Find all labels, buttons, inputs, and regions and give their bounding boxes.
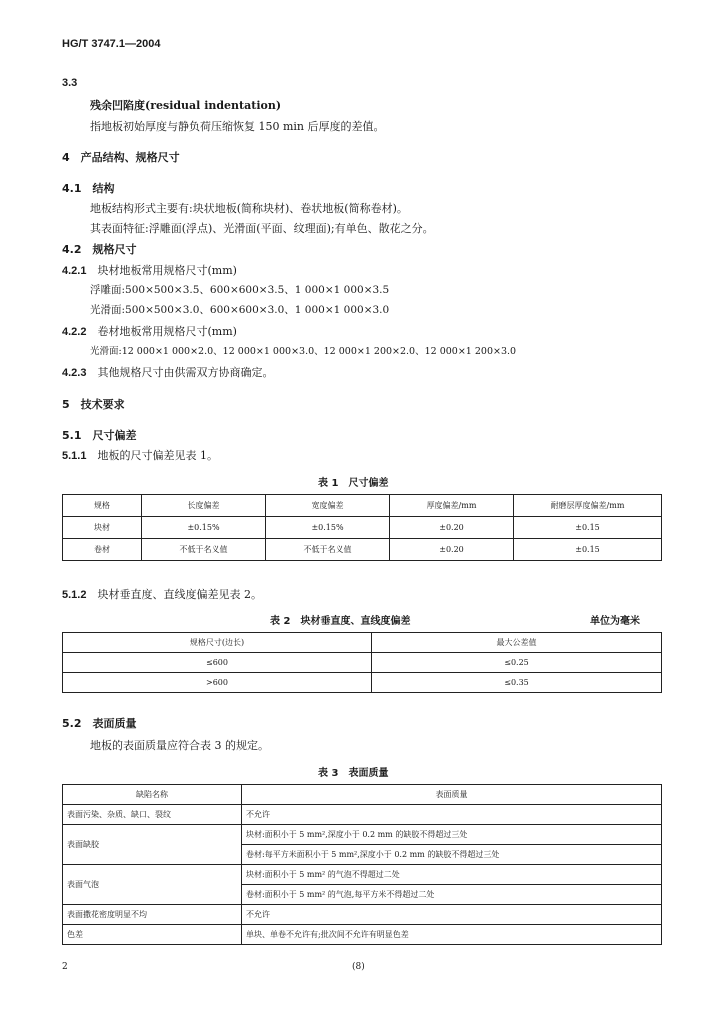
table-cell: 不允许 xyxy=(242,805,662,825)
section-title: 尺寸偏差 xyxy=(92,429,137,442)
section-title: 产品结构、规格尺寸 xyxy=(80,151,180,164)
table-cell: ±0.15% xyxy=(142,517,266,539)
section-number: 4.2.1 xyxy=(62,265,87,277)
table-header-cell: 宽度偏差 xyxy=(266,495,390,517)
table-2-caption: 表 2 块材垂直度、直线度偏差 xyxy=(270,616,411,627)
section-5-1-heading xyxy=(62,427,137,443)
table-row xyxy=(63,905,662,925)
table-cell: 块材:面积小于 5 mm²,深度小于 0.2 mm 的缺胶不得超过三处 xyxy=(242,825,662,845)
section-number: 3.3 xyxy=(62,77,78,89)
table-cell: 卷材 xyxy=(63,539,142,561)
table-cell: 表面污染、杂质、缺口、裂纹 xyxy=(63,805,242,825)
table-cell: ≤600 xyxy=(63,653,372,673)
standard-number: HG/T 3747.1—2004 xyxy=(62,38,161,50)
section-number: 5.2 xyxy=(62,717,82,730)
table-cell: ≤0.25 xyxy=(372,653,662,673)
section-number: 4.2.2 xyxy=(62,326,87,338)
section-5-2-heading xyxy=(62,715,137,731)
table-header-cell: 规格尺寸(边长) xyxy=(63,633,372,653)
section-title: 结构 xyxy=(92,182,115,195)
table-cell: 块材:面积小于 5 mm² 的气泡不得超过二处 xyxy=(242,865,662,885)
section-title: 表面质量 xyxy=(92,717,137,730)
section-4-2-2-heading xyxy=(62,323,237,339)
table-header-row xyxy=(63,785,662,805)
term-definition: 指地板初始厚度与静负荷压缩恢复 150 min 后厚度的差值。 xyxy=(90,120,385,133)
table-header-cell: 缺陷名称 xyxy=(63,785,242,805)
table-cell: ±0.15 xyxy=(514,539,662,561)
table-row xyxy=(63,673,662,693)
table-row xyxy=(63,865,662,885)
table-row xyxy=(63,653,662,673)
table-cell: >600 xyxy=(63,673,372,693)
table-cell: ≤0.35 xyxy=(372,673,662,693)
section-title: 技术要求 xyxy=(80,398,125,411)
table-cell: 卷材:每平方米面积小于 5 mm²,深度小于 0.2 mm 的缺胶不得超过三处 xyxy=(242,845,662,865)
table-header-cell: 耐磨层厚度偏差/mm xyxy=(514,495,662,517)
table-row xyxy=(63,805,662,825)
table-cell: ±0.20 xyxy=(390,539,514,561)
table-cell: 单块、单卷不允许有;批次间不允许有明显色差 xyxy=(242,925,662,945)
section-title: 卷材地板常用规格尺寸(mm) xyxy=(97,325,237,338)
table-cell: 色差 xyxy=(63,925,242,945)
section-title: 块材地板常用规格尺寸(mm) xyxy=(97,264,237,277)
table-cell: ±0.20 xyxy=(390,517,514,539)
table-row xyxy=(63,925,662,945)
table-cell: 不低于名义值 xyxy=(142,539,266,561)
section-5-1-2 xyxy=(62,586,262,602)
table-header-cell: 厚度偏差/mm xyxy=(390,495,514,517)
table-2 xyxy=(62,632,662,693)
section-title: 规格尺寸 xyxy=(92,243,137,256)
table-1-caption: 表 1 尺寸偏差 xyxy=(318,478,389,489)
spec-line: 浮雕面:500×500×3.5、600×600×3.5、1 000×1 000×3.5 xyxy=(90,284,390,296)
page-center-number: (8) xyxy=(352,962,365,972)
section-4-2-1-heading xyxy=(62,262,237,278)
section-number: 4.2.3 xyxy=(62,367,87,379)
paragraph: 地板结构形式主要有:块状地板(简称块材)、卷状地板(简称卷材)。 xyxy=(90,202,408,215)
section-text: 地板的尺寸偏差见表 1。 xyxy=(97,449,218,462)
paragraph: 其表面特征:浮雕面(浮点)、光滑面(平面、纹理面);有单色、散花之分。 xyxy=(90,222,434,235)
page-number: 2 xyxy=(62,962,68,972)
section-5-heading xyxy=(62,396,125,412)
section-number: 4.1 xyxy=(62,182,82,195)
table-3 xyxy=(62,784,662,945)
table-cell: 块材 xyxy=(63,517,142,539)
table-row xyxy=(63,825,662,845)
table-cell: 表面气泡 xyxy=(63,865,242,905)
table-header-row xyxy=(63,495,662,517)
section-4-1-heading xyxy=(62,180,115,196)
table-1 xyxy=(62,494,662,561)
spec-line: 光滑面:12 000×1 000×2.0、12 000×1 000×3.0、12 000×1 200×2.0、12 000×1 200×3.0 xyxy=(90,346,517,357)
section-text: 其他规格尺寸由供需双方协商确定。 xyxy=(97,366,274,379)
section-number: 4 xyxy=(62,151,70,164)
section-number: 5.1.2 xyxy=(62,589,87,601)
table-header-cell: 最大公差值 xyxy=(372,633,662,653)
table-cell: 表面撒花密度明显不均 xyxy=(63,905,242,925)
section-4-heading xyxy=(62,149,180,165)
section-number: 5 xyxy=(62,398,70,411)
table-cell: ±0.15% xyxy=(266,517,390,539)
table-header-cell: 表面质量 xyxy=(242,785,662,805)
section-5-1-1 xyxy=(62,447,218,463)
table-row xyxy=(63,517,662,539)
table-cell: 卷材:面积小于 5 mm² 的气泡,每平方米不得超过二处 xyxy=(242,885,662,905)
term-title: 残余凹陷度(residual indentation) xyxy=(90,99,282,112)
table-2-unit: 单位为毫米 xyxy=(590,616,640,627)
paragraph: 地板的表面质量应符合表 3 的规定。 xyxy=(90,739,269,752)
table-header-cell: 长度偏差 xyxy=(142,495,266,517)
table-3-caption: 表 3 表面质量 xyxy=(318,768,389,779)
table-cell: ±0.15 xyxy=(514,517,662,539)
section-text: 块材垂直度、直线度偏差见表 2。 xyxy=(97,588,262,601)
table-header-cell: 规格 xyxy=(63,495,142,517)
section-number: 4.2 xyxy=(62,243,82,256)
table-cell: 表面缺胶 xyxy=(63,825,242,865)
table-header-row xyxy=(63,633,662,653)
section-number: 5.1.1 xyxy=(62,450,87,462)
table-row xyxy=(63,539,662,561)
section-4-2-3 xyxy=(62,364,273,380)
table-cell: 不低于名义值 xyxy=(266,539,390,561)
section-number: 5.1 xyxy=(62,429,82,442)
table-cell: 不允许 xyxy=(242,905,662,925)
spec-line: 光滑面:500×500×3.0、600×600×3.0、1 000×1 000×3.0 xyxy=(90,304,390,316)
section-4-2-heading xyxy=(62,241,137,257)
